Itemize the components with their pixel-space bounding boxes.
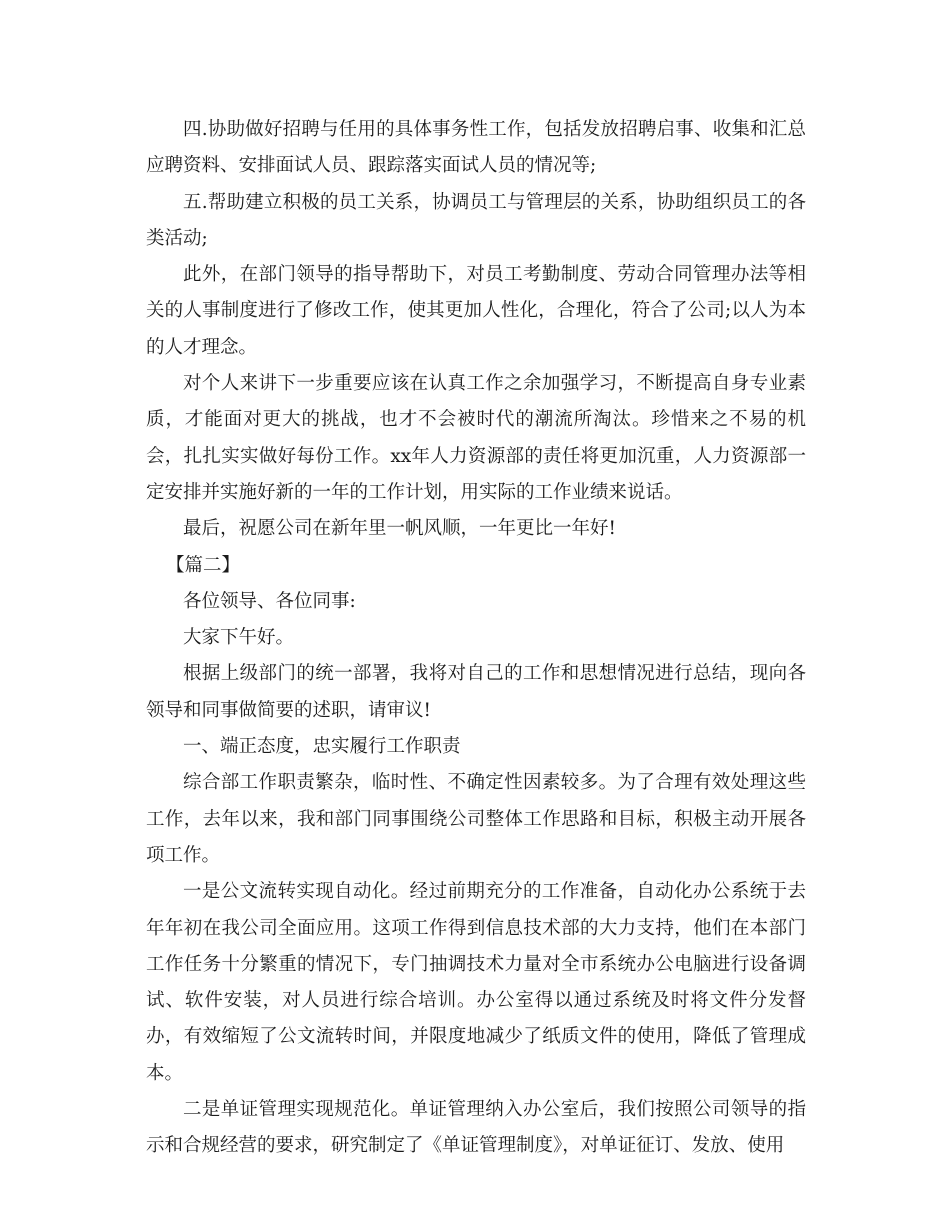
paragraph-employee-relations: 五.帮助建立积极的员工关系，协调员工与管理层的关系，协助组织员工的各类活动; — [146, 191, 806, 249]
paragraph-recruitment-duties: 四.协助做好招聘与任用的具体事务性工作，包括发放招聘启事、收集和汇总应聘资料、安排面试人员、跟踪落实面试人员的情况等; — [146, 119, 806, 177]
paragraph-personal-plan: 对个人来讲下一步重要应该在认真工作之余加强学习，不断提高自身专业素质，才能面对更大的挑战，也才不会被时代的潮流所淘汰。珍惜来之不易的机会，扎扎实实做好每份工作。xx年人力资源部的责任将更加沉重，人力资源部一定安排并实施好新的一年的工作计划，用实际的工作业绩来说话。 — [146, 373, 806, 503]
subheading-attitude: 一、端正态度，忠实履行工作职责 — [183, 736, 461, 758]
section-heading-part-two: 【篇二】 — [166, 554, 241, 576]
paragraph-document-automation: 一是公文流转实现自动化。经过前期充分的工作准备，自动化办公系统于去年年初在我公司全面应用。这项工作得到信息技术部的大力支持，他们在本部门工作任务十分繁重的情况下，专门抽调技术力量对全市系统办公电脑进行设备调试、软件安装，对人员进行综合培训。办公室得以通过系统及时将文件分发督办，有效缩短了公文流转时间，并限度地减少了纸质文件的使用，降低了管理成本。 — [146, 881, 806, 1084]
paragraph-salutation: 各位领导、各位同事: — [183, 590, 356, 612]
paragraph-department-duties: 综合部工作职责繁杂，临时性、不确定性因素较多。为了合理有效处理这些工作，去年以来，我和部门同事围绕公司整体工作思路和目标，积极主动开展各项工作。 — [146, 772, 806, 866]
paragraph-personnel-system: 此外，在部门领导的指导帮助下，对员工考勤制度、劳动合同管理办法等相关的人事制度进行了修改工作，使其更加人性化，合理化，符合了公司;以人为本的人才理念。 — [146, 264, 806, 358]
paragraph-closing-wish: 最后，祝愿公司在新年里一帆风顺，一年更比一年好! — [183, 518, 616, 540]
paragraph-greeting: 大家下午好。 — [183, 627, 295, 649]
paragraph-introduction: 根据上级部门的统一部署，我将对自己的工作和思想情况进行总结，现向各领导和同事做简要的述职，请审议! — [146, 663, 806, 721]
paragraph-voucher-management: 二是单证管理实现规范化。单证管理纳入办公室后，我们按照公司领导的指示和合规经营的要求，研究制定了《单证管理制度》，对单证征订、发放、使用 — [146, 1099, 806, 1157]
document-body — [146, 112, 806, 1165]
